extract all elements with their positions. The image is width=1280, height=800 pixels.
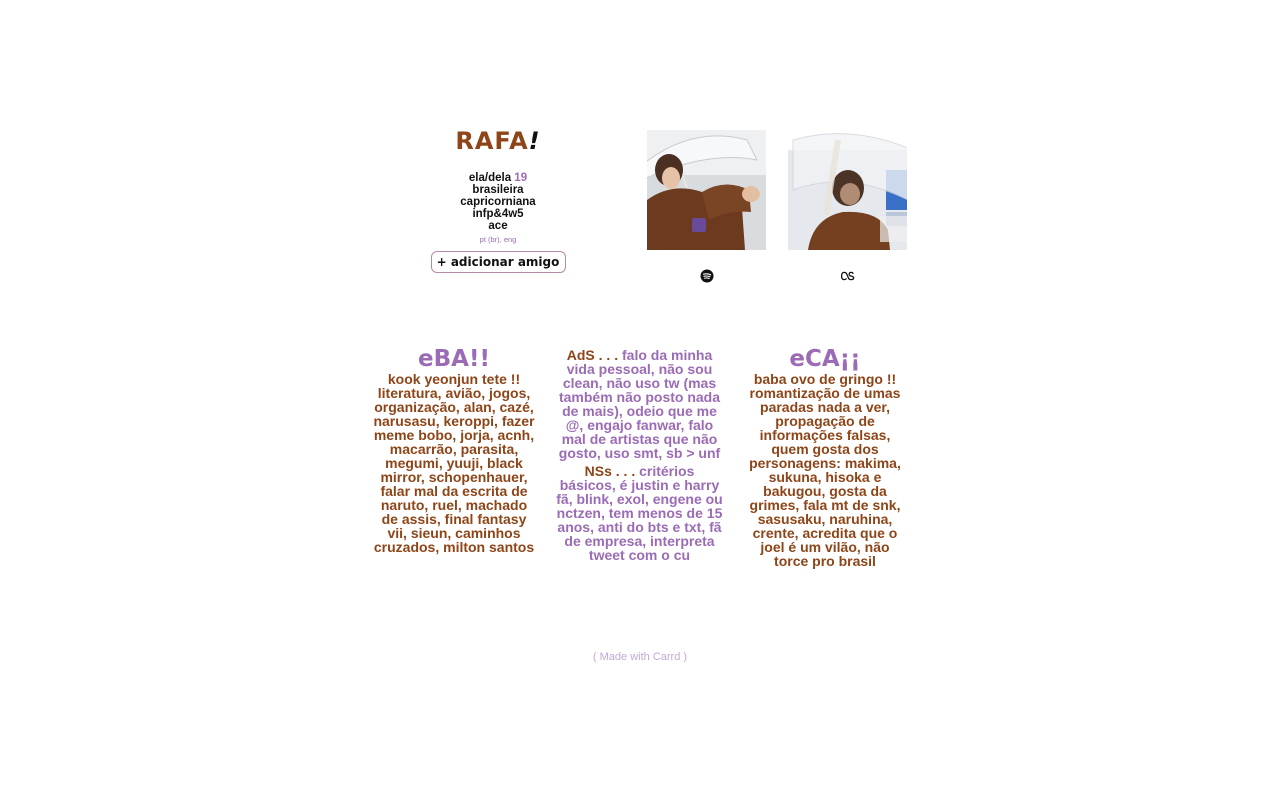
dislikes-list: baba ovo de gringo !! romantização de umas paradas nada a ver, propagação de informações falsas, quem gosta dos personagens: makima, sukuna, hisoka e bakugou, gosta da grimes, fala mt de snk, sasusaku, naruhina, crente, acredita que o joel é um vilão, não torce pro brasil [749, 371, 901, 569]
ads-text: falo da minha vida pessoal, não sou clean, não uso tw (mas também não posto nada de mais), odeio que me @, engajo fanwar, falo mal de artistas que não gosto, uso smt, sb > unf [558, 347, 721, 461]
profile-info [418, 172, 578, 232]
add-friend-button[interactable]: + adicionar amigo [431, 251, 566, 273]
likes-list: kook yeonjun tete !! literatura, avião, jogos, organização, alan, cazé, narusasu, keroppi, fazer meme bobo, jorja, acnh, macarrão, parasita, megumi, yuuji, black mirror, schopenhauer, falar mal da escrita de naruto, ruel, machado de assis, final fantasy vii, sieun, caminhos cruzados, milton santos [373, 371, 535, 555]
page-title [418, 126, 578, 156]
dns-paragraph [556, 464, 723, 562]
pronouns: ela/dela [468, 172, 512, 184]
nationality: brasileira [472, 184, 524, 196]
profile-name: RAFA [455, 127, 529, 155]
ads-label: AdS . . . [566, 347, 619, 363]
zodiac-sign: capricorniana [460, 196, 536, 208]
languages: pt (br), eng [479, 235, 517, 244]
profile-photo-1 [647, 130, 766, 250]
age: 19 [514, 172, 528, 184]
orientation: ace [488, 220, 508, 232]
profile-card [418, 126, 578, 273]
spotify-icon[interactable] [700, 269, 714, 283]
profile-photo-2 [788, 130, 907, 250]
pronouns-age-line [418, 172, 578, 184]
dns-label: NSs . . . [584, 463, 636, 479]
ads-paragraph [556, 348, 723, 460]
dislikes-heading: eCA¡¡ [789, 346, 861, 372]
likes-heading: eBA!! [418, 346, 490, 372]
rules-column [556, 348, 723, 562]
title-exclamation: ! [528, 127, 541, 155]
likes-column [372, 346, 536, 554]
dislikes-column [746, 346, 904, 568]
dns-text: critérios básicos, é justin e harry fã, blink, exol, engene ou nctzen, tem menos de 15 anos, anti do bts e txt, fã de empresa, interpreta tweet com o cu [556, 463, 723, 563]
personality-type: infp&4w5 [472, 208, 524, 220]
lastfm-icon[interactable] [840, 269, 856, 283]
made-with-carrd-link[interactable]: ( Made with Carrd ) [592, 651, 688, 663]
